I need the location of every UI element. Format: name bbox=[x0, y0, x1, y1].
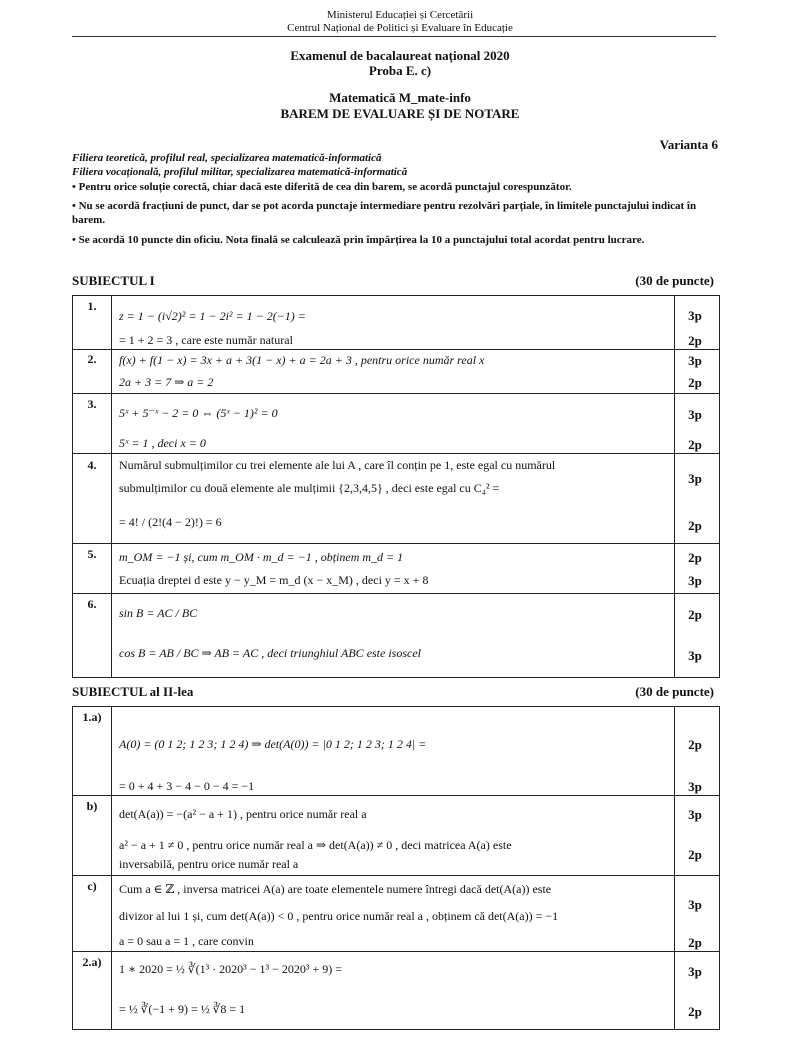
solution-line: 5ˣ = 1 , deci x = 0 bbox=[119, 436, 206, 450]
solution-line: 2a + 3 = 7 ⇒ a = 2 bbox=[119, 375, 214, 389]
row-divider bbox=[73, 543, 719, 544]
item-number: 5. bbox=[87, 547, 97, 561]
solution-line: cos B = AB / BC ⇒ AB = AC , deci triunghiul ABC este isoscel bbox=[119, 646, 422, 660]
center-name: Centrul Național de Politici și Evaluare în Educație bbox=[287, 22, 513, 34]
exam-subject: Matematică M_mate-info bbox=[329, 90, 471, 105]
column-divider bbox=[111, 707, 112, 1029]
item-number: 6. bbox=[87, 597, 97, 611]
row-divider bbox=[73, 795, 719, 796]
solution-line: 5ˣ + 5⁻ˣ − 2 = 0 ⇔ (5ˣ − 1)² = 0 bbox=[119, 406, 278, 420]
row-divider bbox=[73, 349, 719, 350]
ministry-name: Ministerul Educației și Cercetării bbox=[326, 9, 474, 21]
solution-line: A(0) = (0 1 2; 1 2 3; 1 2 4) ⇒ det(A(0)) = |0 1 2; 1 2 3; 1 2 4| = bbox=[119, 737, 427, 751]
score: 2p bbox=[688, 935, 702, 950]
score: 2p bbox=[688, 847, 702, 862]
score: 3p bbox=[688, 807, 702, 822]
item-number: 3. bbox=[87, 397, 97, 411]
score: 2p bbox=[688, 607, 702, 622]
subiect-1-table bbox=[72, 295, 720, 678]
score: 2p bbox=[688, 333, 702, 348]
solution-line: a² − a + 1 ≠ 0 , pentru orice număr real a ⇒ det(A(a)) ≠ 0 , deci matricea A(a) este bbox=[119, 838, 512, 852]
score: 3p bbox=[688, 648, 702, 663]
solution-line: sin B = AC / BC bbox=[119, 606, 198, 620]
solution-line: = 0 + 4 + 3 − 4 − 0 − 4 = −1 bbox=[119, 779, 255, 793]
row-divider bbox=[73, 951, 719, 952]
solution-line: = 4! / (2!(4 − 2)!) = 6 bbox=[119, 515, 222, 529]
solution-line: Ecuația dreptei d este y − y_M = m_d (x − x_M) , deci y = x + 8 bbox=[119, 573, 429, 587]
subiect-2-points: (30 de puncte) bbox=[635, 684, 714, 699]
solution-line: = ½ ∛(−1 + 9) = ½ ∛8 = 1 bbox=[119, 1002, 246, 1016]
solution-line: submulțimilor cu două elemente ale mulțimii {2,3,4,5} , deci este egal cu C₄² = bbox=[119, 481, 500, 495]
solution-line: inversabilă, pentru orice număr real a bbox=[119, 857, 299, 871]
score: 3p bbox=[688, 779, 702, 794]
solution-line: z = 1 − (i√2)² = 1 − 2i² = 1 − 2(−1) = bbox=[119, 309, 306, 323]
score: 2p bbox=[688, 550, 702, 565]
solution-line: Numărul submulțimilor cu trei elemente ale lui A , care îl conțin pe 1, este egal cu numărul bbox=[119, 458, 556, 472]
solution-line: f(x) + f(1 − x) = 3x + a + 3(1 − x) + a = 2a + 3 , pentru orice număr real x bbox=[119, 353, 485, 367]
score: 3p bbox=[688, 897, 702, 912]
row-divider bbox=[73, 453, 719, 454]
filiera-line: Filiera teoretică, profilul real, specializarea matematică-informatică bbox=[72, 152, 382, 164]
subiect-2-table bbox=[72, 706, 720, 1030]
score: 2p bbox=[688, 375, 702, 390]
grading-rule: • Nu se acordă fracțiuni de punct, dar se pot acorda punctaje intermediare pentru rezolvări parțiale, în limitele punctajului indicat în barem. bbox=[72, 200, 697, 226]
score: 3p bbox=[688, 573, 702, 588]
row-divider bbox=[73, 393, 719, 394]
grading-rule: • Pentru orice soluție corectă, chiar dacă este diferită de cea din barem, se acordă punctajul corespunzător. bbox=[72, 181, 572, 193]
grading-rule: • Se acordă 10 puncte din oficiu. Nota finală se calculează prin împărțirea la 10 a punctajului total acordat pentru lucrare. bbox=[72, 234, 645, 246]
solution-line: = 1 + 2 = 3 , care este număr natural bbox=[119, 333, 293, 347]
filiera-line: Filiera vocațională, profilul militar, specializarea matematică-informatică bbox=[72, 166, 408, 178]
item-number: 1.a) bbox=[82, 710, 102, 724]
score: 2p bbox=[688, 737, 702, 752]
score: 3p bbox=[688, 964, 702, 979]
subiect-1-heading bbox=[72, 273, 718, 289]
score: 2p bbox=[688, 437, 702, 452]
solution-line: m_OM = −1 și, cum m_OM · m_d = −1 , obținem m_d = 1 bbox=[119, 550, 404, 564]
subiect-1-points: (30 de puncte) bbox=[635, 273, 714, 288]
row-divider bbox=[73, 875, 719, 876]
score: 3p bbox=[688, 407, 702, 422]
exam-proba: Proba E. c) bbox=[368, 63, 432, 78]
solution-line: divizor al lui 1 și, cum det(A(a)) < 0 , pentru orice număr real a , obținem că det(A(a)) = −1 bbox=[119, 909, 559, 923]
barem-title: BAREM DE EVALUARE ȘI DE NOTARE bbox=[280, 106, 520, 121]
solution-line: 1 ∗ 2020 = ½ ∛(1³ · 2020³ − 1³ − 2020³ + 9) = bbox=[119, 962, 343, 976]
solution-line: a = 0 sau a = 1 , care convin bbox=[119, 934, 254, 948]
item-number: b) bbox=[86, 799, 98, 813]
score: 2p bbox=[688, 518, 702, 533]
item-number: 1. bbox=[87, 299, 97, 313]
score: 2p bbox=[688, 1004, 702, 1019]
score: 3p bbox=[688, 353, 702, 368]
subiect-2-title: SUBIECTUL al II-lea bbox=[72, 684, 194, 699]
score: 3p bbox=[688, 308, 702, 323]
subiect-1-title: SUBIECTUL I bbox=[72, 273, 155, 288]
varianta-label: Varianta 6 bbox=[659, 137, 718, 152]
subiect-2-heading bbox=[72, 684, 718, 700]
item-number: c) bbox=[87, 879, 97, 893]
header-divider bbox=[72, 36, 716, 37]
item-number: 2.a) bbox=[82, 955, 102, 969]
column-divider bbox=[674, 707, 675, 1029]
item-number: 2. bbox=[87, 352, 97, 366]
score: 3p bbox=[688, 471, 702, 486]
exam-title: Examenul de bacalaureat național 2020 bbox=[290, 48, 510, 63]
solution-line: det(A(a)) = −(a² − a + 1) , pentru orice număr real a bbox=[119, 807, 367, 821]
item-number: 4. bbox=[87, 458, 97, 472]
solution-line: Cum a ∈ ℤ , inversa matricei A(a) are toate elementele numere întregi dacă det(A(a)) este bbox=[119, 882, 552, 896]
column-divider bbox=[111, 296, 112, 677]
row-divider bbox=[73, 593, 719, 594]
